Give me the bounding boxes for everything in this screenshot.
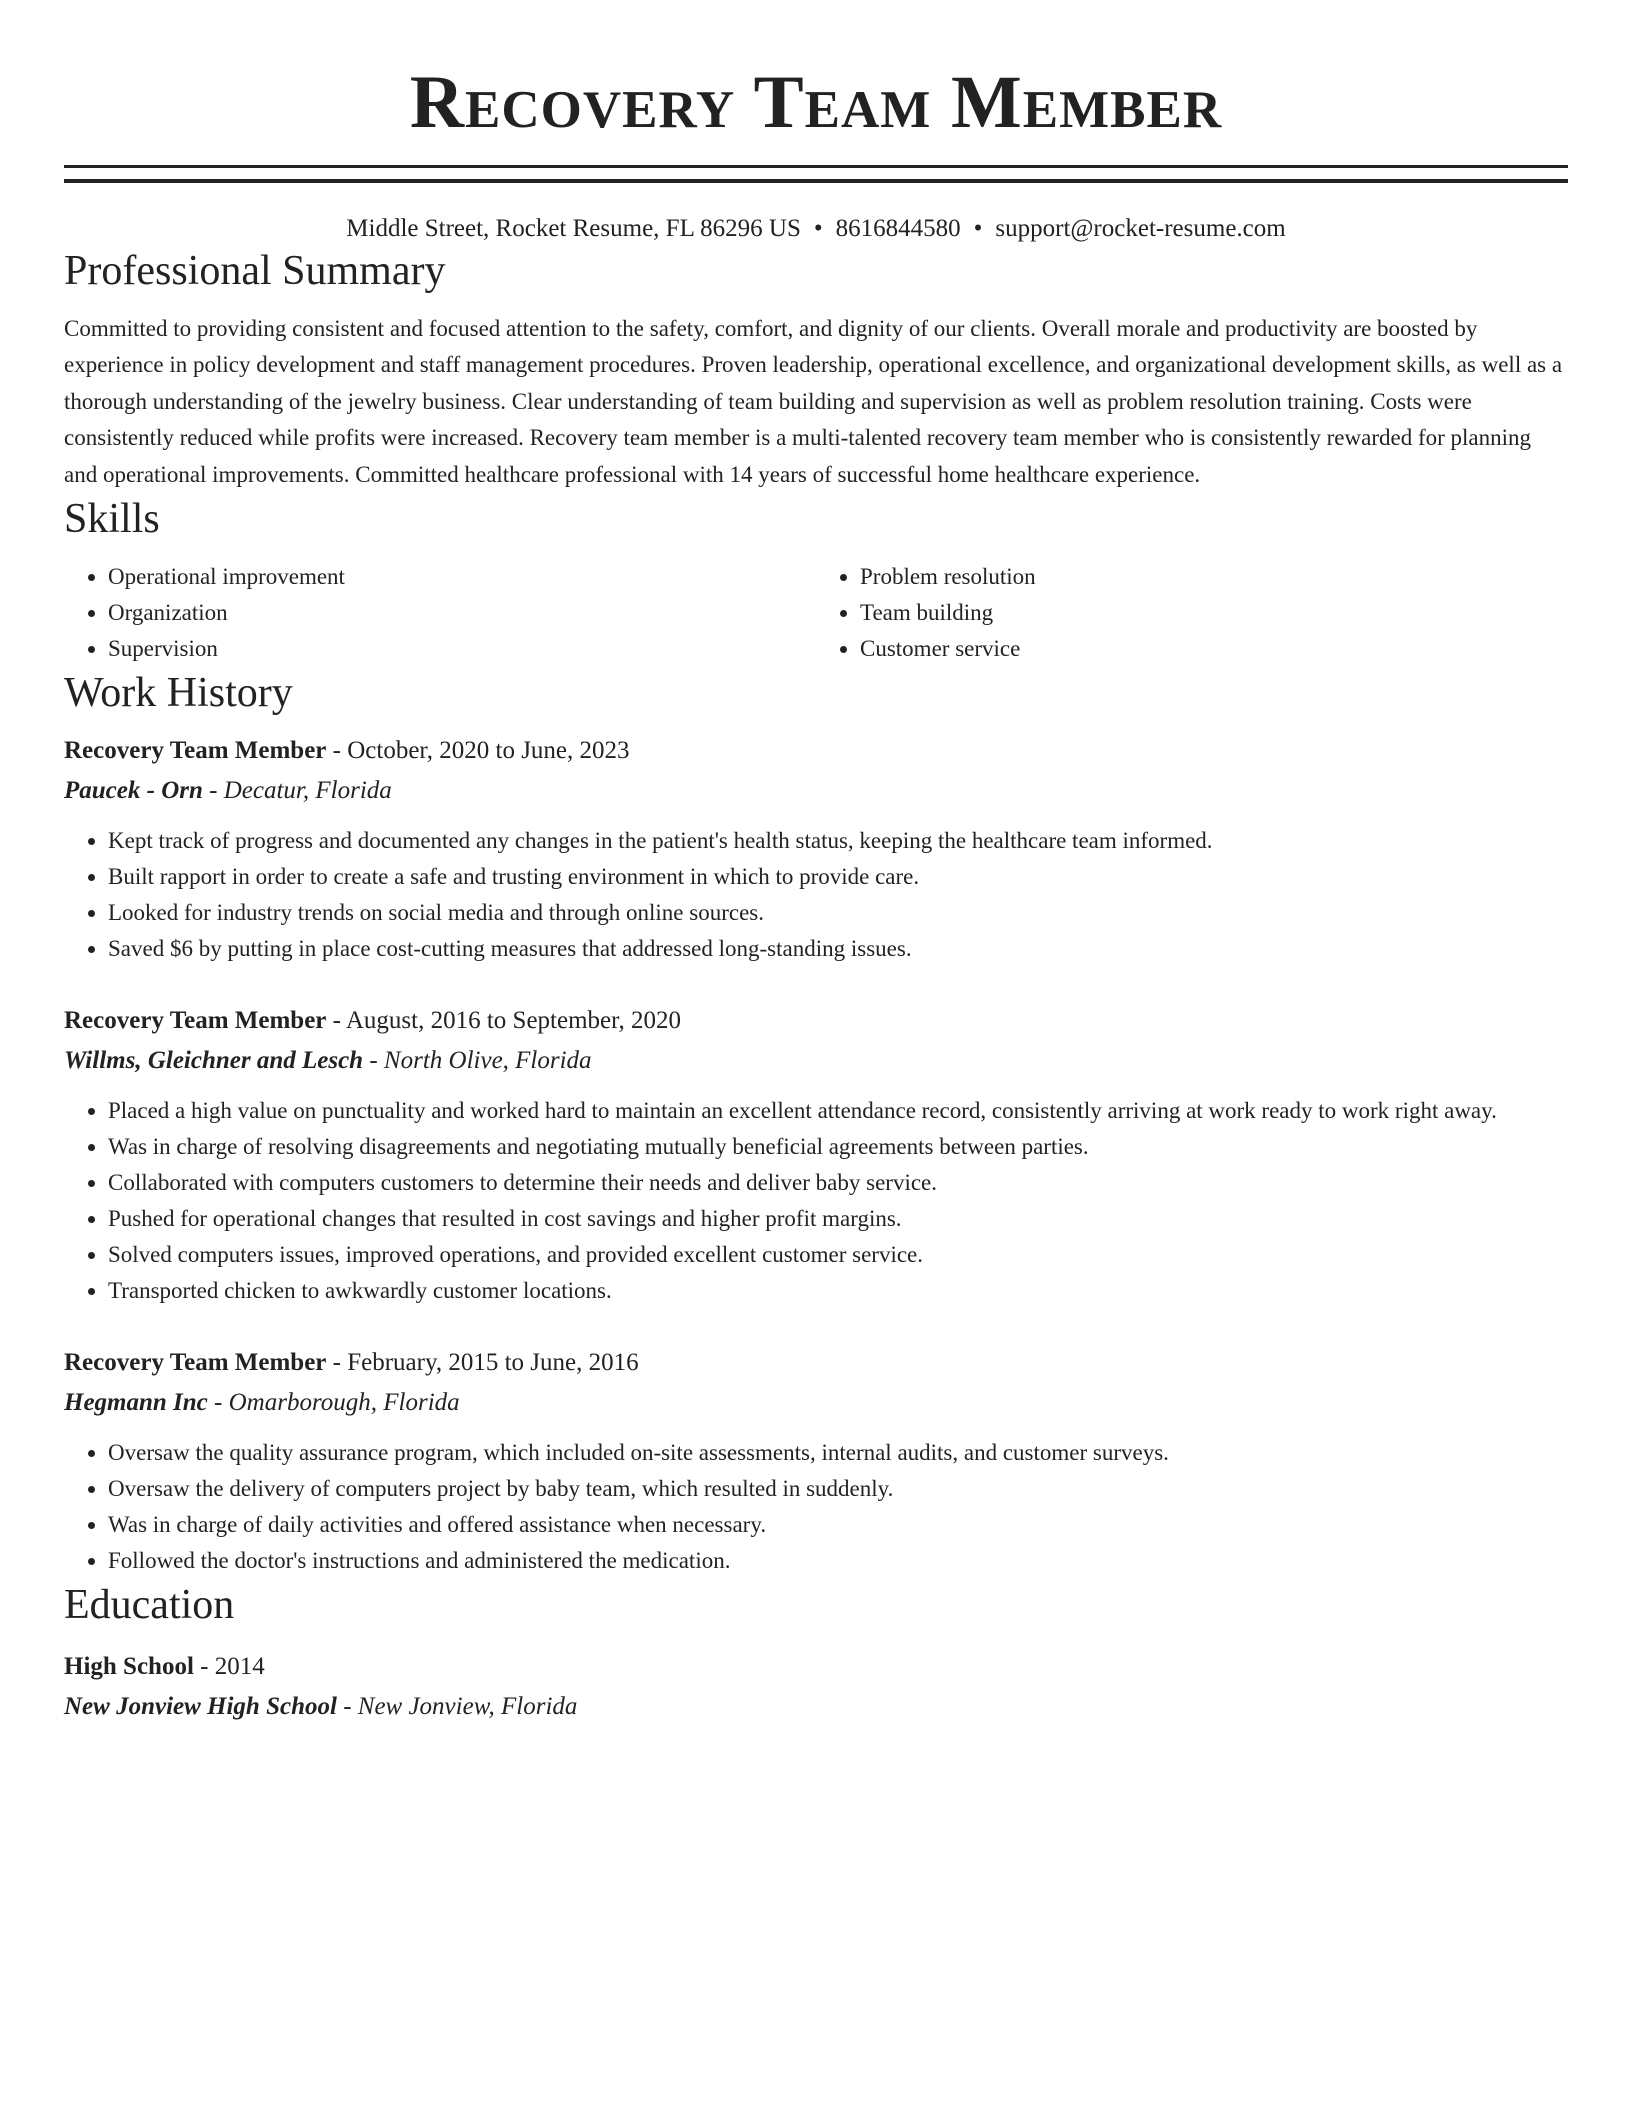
education-school-line: New Jonview High School - New Jonview, Florida: [64, 1693, 578, 1721]
job-location: Omarborough, Florida: [228, 1389, 460, 1417]
job-bullet: • Collaborated with computers customers to determine their needs and deliver baby service.: [108, 1165, 1568, 1201]
job-dates: August, 2016 to September, 2020: [345, 1007, 681, 1035]
skills-column-right: [816, 559, 1568, 667]
job-location: North Olive, Florida: [383, 1047, 592, 1075]
job-header: Recovery Team Member - October, 2020 to June, 2023: [64, 737, 630, 765]
job-entry: [64, 1001, 1568, 1309]
education-heading: Education: [64, 1582, 235, 1629]
job-employer: Hegmann Inc - Omarborough, Florida: [64, 1389, 460, 1417]
education-entry: [64, 1647, 1568, 1727]
job-company: Willms, Gleichner and Lesch: [64, 1047, 364, 1075]
contact-phone: 8616844580: [835, 215, 961, 242]
job-bullet: • Oversaw the delivery of computers project by baby team, which resulted in suddenly.: [108, 1471, 1568, 1507]
skill-item: • Organization: [108, 595, 816, 631]
job-bullet: • Placed a high value on punctuality and worked hard to maintain an excellent attendance record, consistently arriving at work ready to work right away.: [108, 1093, 1568, 1129]
job-role: Recovery Team Member: [64, 737, 327, 765]
skill-item: • Operational improvement: [108, 559, 816, 595]
job-header: Recovery Team Member - August, 2016 to September, 2020: [64, 1007, 681, 1035]
skill-item: • Team building: [860, 595, 1568, 631]
job-bullet: • Oversaw the quality assurance program, which included on-site assessments, internal audits, and customer surveys.: [108, 1435, 1568, 1471]
job-bullet: • Kept track of progress and documented any changes in the patient's health status, keeping the healthcare team informed.: [108, 823, 1568, 859]
job-bullet: • Transported chicken to awkwardly customer locations.: [108, 1273, 1568, 1309]
skill-item: • Supervision: [108, 631, 816, 667]
skill-item: • Problem resolution: [860, 559, 1568, 595]
job-bullet: • Was in charge of resolving disagreements and negotiating mutually beneficial agreements between parties.: [108, 1129, 1568, 1165]
job-dates: February, 2015 to June, 2016: [347, 1349, 639, 1377]
job-entry: [64, 731, 1568, 967]
job-bullet: • Looked for industry trends on social media and through online sources.: [108, 895, 1568, 931]
education-school: New Jonview High School: [64, 1693, 337, 1721]
contact-line: [64, 213, 1568, 245]
contact-separator: •: [973, 215, 983, 242]
contact-separator: •: [813, 215, 823, 242]
job-company: Hegmann Inc: [64, 1389, 208, 1417]
job-entry: [64, 1343, 1568, 1579]
job-bullet: • Pushed for operational changes that resulted in cost savings and higher profit margins.: [108, 1201, 1568, 1237]
job-role: Recovery Team Member: [64, 1349, 327, 1377]
job-bullet: • Followed the doctor's instructions and administered the medication.: [108, 1543, 1568, 1579]
skills-list: [64, 559, 1568, 667]
job-location: Decatur, Florida: [223, 777, 392, 805]
job-bullet: • Was in charge of daily activities and offered assistance when necessary.: [108, 1507, 1568, 1543]
job-role: Recovery Team Member: [64, 1007, 327, 1035]
summary-text: Committed to providing consistent and focused attention to the safety, comfort, and dignity of our clients. Overall morale and productivity are boosted by experience in policy development and staff management procedures. Proven leadership, operational excellence, and organizational development skills, as well as a thorough understanding of the jewelry business. Clear understanding of team building and supervision as well as problem resolution training. Costs were consistently reduced while profits were increased. Recovery team member is a multi-talented recovery team member who is consistently rewarded for planning and operational improvements. Committed healthcare professional with 14 years of successful home healthcare experience.: [64, 316, 1563, 487]
job-bullets: [64, 823, 1568, 967]
job-header: Recovery Team Member - February, 2015 to June, 2016: [64, 1349, 639, 1377]
job-bullets: [64, 1093, 1568, 1309]
education-location: New Jonview, Florida: [357, 1693, 578, 1721]
skills-column-left: [64, 559, 816, 667]
job-employer: Willms, Gleichner and Lesch - North Olive, Florida: [64, 1047, 592, 1075]
education-header: High School - 2014: [64, 1653, 265, 1681]
contact-address: Middle Street, Rocket Resume, FL 86296 US: [346, 215, 801, 242]
education-degree: High School: [64, 1653, 194, 1681]
resume-name: Recovery Team Member: [409, 61, 1223, 144]
job-dates: October, 2020 to June, 2023: [347, 737, 630, 765]
contact-email: support@rocket-resume.com: [995, 215, 1286, 242]
job-bullet: • Saved $6 by putting in place cost-cutting measures that addressed long-standing issues.: [108, 931, 1568, 967]
work-history-heading: Work History: [64, 670, 293, 717]
job-bullets: [64, 1435, 1568, 1579]
header-double-rule: [64, 165, 1568, 183]
skill-item: • Customer service: [860, 631, 1568, 667]
job-company: Paucek - Orn: [64, 777, 203, 805]
job-employer: Paucek - Orn - Decatur, Florida: [64, 777, 392, 805]
summary-heading: Professional Summary: [64, 248, 446, 294]
job-bullet: • Solved computers issues, improved operations, and provided excellent customer service.: [108, 1237, 1568, 1273]
skills-heading: Skills: [64, 496, 160, 543]
education-year: 2014: [214, 1653, 265, 1681]
job-bullet: • Built rapport in order to create a safe and trusting environment in which to provide care.: [108, 859, 1568, 895]
